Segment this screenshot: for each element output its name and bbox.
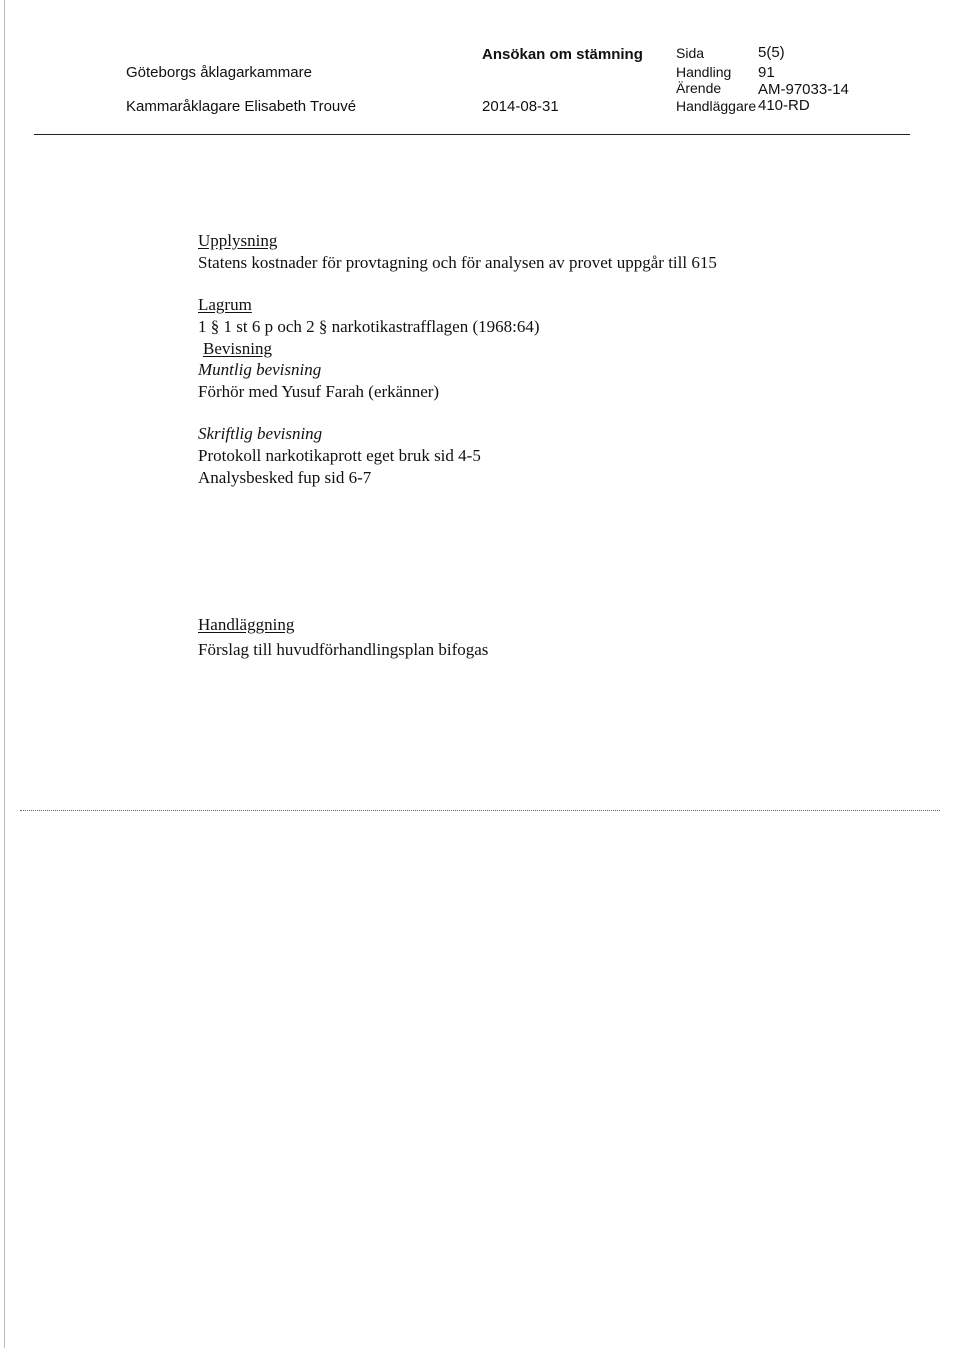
meta-label-arende: Ärende bbox=[676, 80, 722, 96]
skriftlig-item: Analysbesked fup sid 6-7 bbox=[198, 468, 372, 487]
skriftlig-item: Protokoll narkotikaprott eget bruk sid 4-5 bbox=[198, 446, 481, 465]
lagrum-heading: Lagrum bbox=[198, 295, 252, 314]
header-divider bbox=[34, 134, 910, 135]
org-name: Göteborgs åklagarkammare bbox=[126, 64, 312, 81]
prosecutor-name: Kammaråklagare Elisabeth Trouvé bbox=[126, 98, 357, 115]
muntlig-bevisning-heading: Muntlig bevisning bbox=[198, 360, 322, 379]
muntlig-item: Förhör med Yusuf Farah (erkänner) bbox=[198, 382, 440, 401]
meta-value-handlaggare: 410-RD bbox=[758, 97, 810, 114]
handlaggning-text: Förslag till huvudförhandlingsplan bifogas bbox=[198, 640, 489, 659]
bevisning-heading: Bevisning bbox=[203, 339, 272, 358]
upplysning-heading: Upplysning bbox=[198, 231, 278, 250]
meta-label-sida: Sida bbox=[676, 45, 705, 61]
meta-label-handling: Handling bbox=[676, 64, 732, 80]
page-bottom-divider bbox=[20, 810, 940, 811]
meta-value-handling: 91 bbox=[758, 64, 775, 81]
skriftlig-bevisning-heading: Skriftlig bevisning bbox=[198, 424, 323, 443]
document-title: Ansökan om stämning bbox=[482, 46, 643, 63]
meta-label-handlaggare: Handläggare bbox=[676, 98, 757, 114]
meta-value-sida: 5(5) bbox=[758, 44, 785, 61]
upplysning-text: Statens kostnader för provtagning och för analysen av provet uppgår till 615 bbox=[198, 253, 717, 272]
scan-left-edge bbox=[4, 0, 5, 1348]
handlaggning-heading: Handläggning bbox=[198, 615, 295, 634]
meta-value-arende: AM-97033-14 bbox=[758, 81, 849, 98]
lagrum-text: 1 § 1 st 6 p och 2 § narkotikastrafflagen (1968:64) bbox=[198, 317, 540, 336]
document-date: 2014-08-31 bbox=[482, 98, 559, 115]
